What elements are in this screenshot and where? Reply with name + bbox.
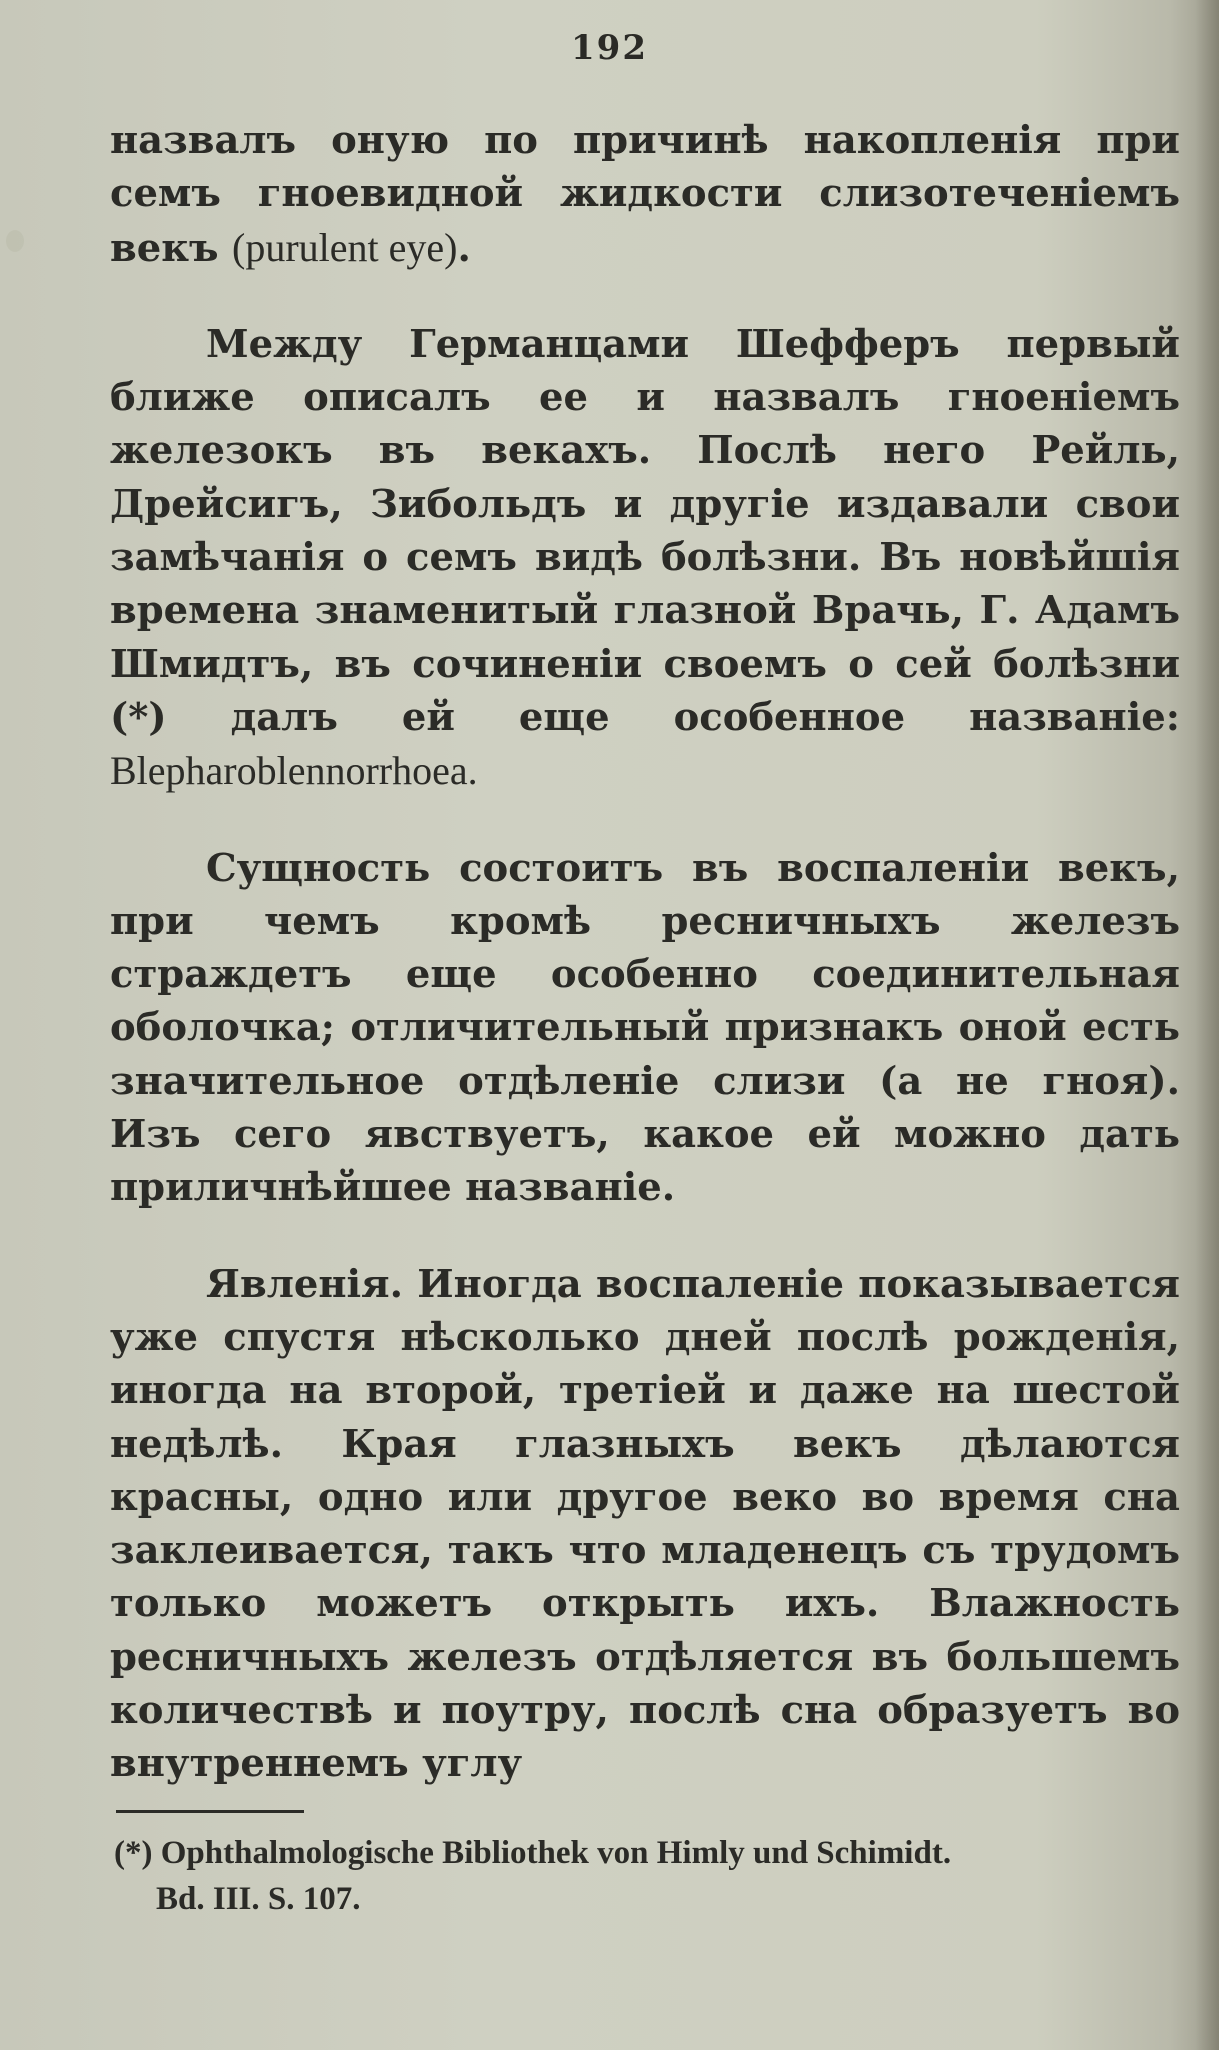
- paragraph-1-latin-term: (purulent eye): [232, 224, 458, 270]
- page-edge-shadow: [1195, 0, 1219, 2050]
- paragraph-3-text: Сущность состоитъ въ воспаленіи векъ, при чемъ кромѣ ресничныхъ железъ страждетъ еще особенно соединительная оболочка; отличительный признакъ оной есть значительное отдѣленіе слизи (а не гноя). Изъ сего явствуетъ, какое ей можно дать приличнѣйшее названіе.: [110, 845, 1180, 1211]
- paragraph-2-latin-term: Blepharoblennorrhoea.: [110, 748, 478, 794]
- paragraph-2: [110, 318, 1180, 799]
- paragraph-4-text: Явленія. Иногда воспаленіе показывается уже спустя нѣсколько дней послѣ рожденія, иногда на второй, третіей и даже на шестой недѣлѣ. Края глазныхъ векъ дѣлаются красны, одно или другое веко во время сна заклеивается, такъ что младенецъ съ трудомъ только можетъ открыть ихъ. Влажность ресничныхъ железъ отдѣляется въ большемъ количествѣ и поутру, послѣ сна образуетъ во внутреннемъ углу: [110, 1261, 1180, 1787]
- footnote-divider: [116, 1810, 304, 1813]
- page-number: 192: [571, 28, 648, 68]
- footnote-line-2: Bd. III. S. 107.: [156, 1881, 361, 1917]
- paragraph-2-text: Между Германцами Шефферъ первый ближе описалъ ее и назвалъ гноеніемъ железокъ въ векахъ. Послѣ него Рейль, Дрейсигъ, Зибольдъ и другіе издавали свои замѣчанія о семъ видѣ болѣзни. Въ новѣйшія времена знаменитый глазной Врачь, Г. Адамъ Шмидтъ, въ сочиненіи своемъ о сей болѣзни (*) далъ ей еще особенное названіе:: [110, 321, 1180, 740]
- page-smudge: [6, 230, 24, 252]
- paragraph-1-text: назвалъ оную по причинѣ накопленія при семъ гноевидной жидкости слизотеченіемъ векъ: [110, 118, 1180, 271]
- paragraph-4: [110, 1258, 1180, 1791]
- paragraph-1: [110, 114, 1180, 275]
- footnote-line-1: (*) Ophthalmologische Bibliothek von Himly und Schimidt.: [114, 1835, 952, 1871]
- footnote: [114, 1830, 1184, 1922]
- paragraph-3: [110, 842, 1180, 1215]
- paragraph-1-tail: .: [457, 225, 471, 271]
- main-text: [110, 114, 1180, 1834]
